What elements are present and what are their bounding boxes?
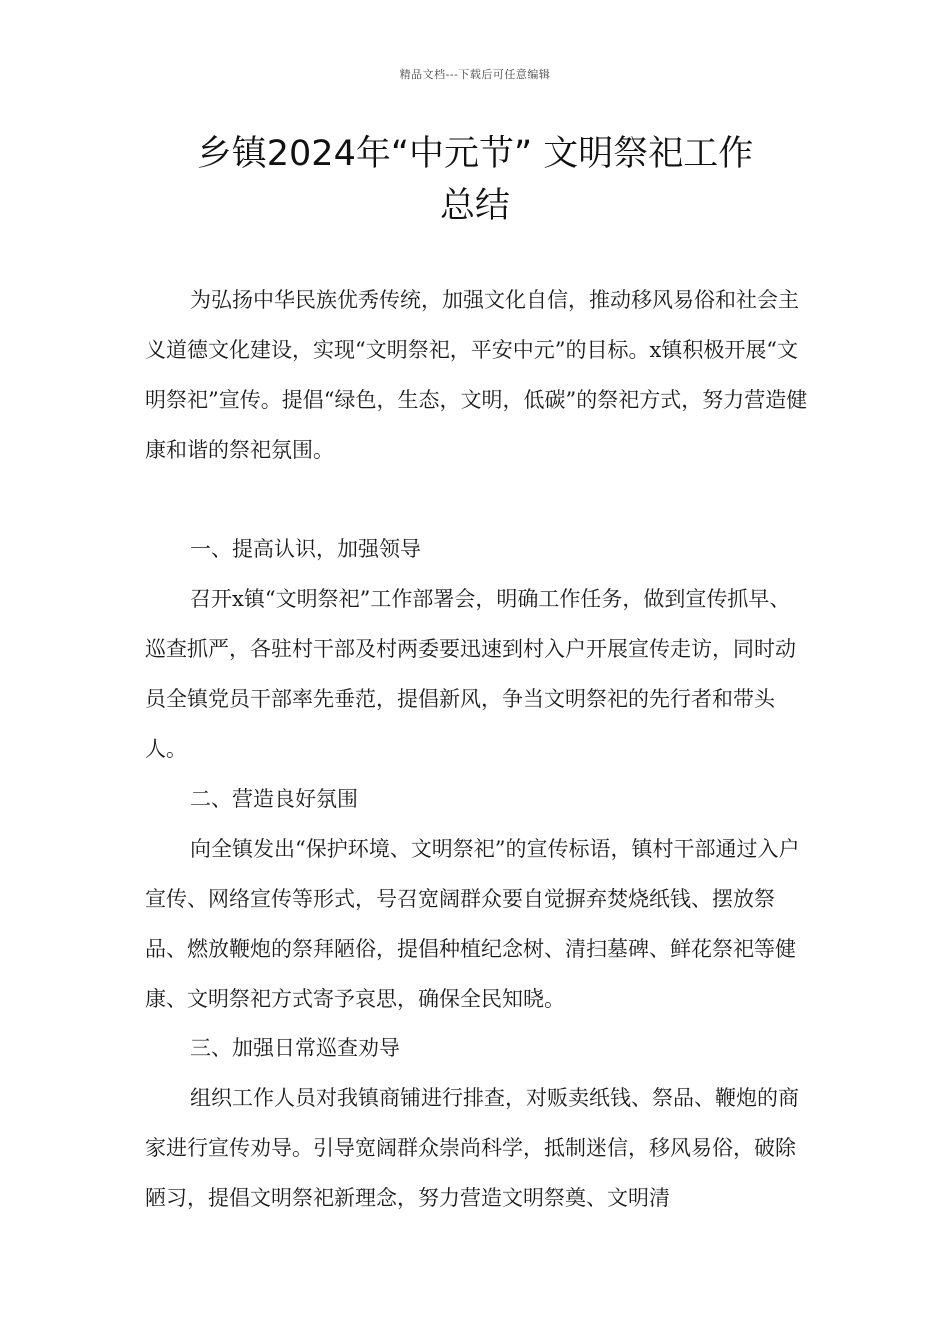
section-heading-2: 二、营造良好氛围	[190, 787, 358, 811]
section-body-2: 向全镇发出“保护环境、文明祭祀”的宣传标语，镇村干部通过入户宣传、网络宣传等形式，号召宽阔群众要自觉摒弃焚烧纸钱、摆放祭品、燃放鞭炮的祭拜陋俗，提倡种植纪念树、清扫墓碑、鲜花祭祀等健康、文明祭祀方式寄予哀思，确保全民知晓。	[145, 837, 800, 1011]
page-header-watermark: 精品文档---下载后可任意编辑	[399, 68, 551, 81]
section-heading-3: 三、加强日常巡查劝导	[190, 1036, 400, 1060]
section-body-3: 组织工作人员对我镇商铺进行排查，对贩卖纸钱、祭品、鞭炮的商家进行宣传劝导。引导宽阔群众崇尚科学，抵制迷信，移风易俗，破除陋习，提倡文明祭祀新理念，努力营造文明祭奠、文明清	[145, 1086, 799, 1210]
section-heading-1: 一、提高认识，加强领导	[190, 537, 421, 561]
document-title-line-1: 乡镇2024年“中元节” 文明祭祀工作	[196, 134, 754, 174]
section-body-1: 召开x镇“文明祭祀”工作部署会，明确工作任务，做到宣传抓早、巡查抓严，各驻村干部及村两委要迅速到村入户开展宣传走访，同时动员全镇党员干部率先垂范，提倡新风，争当文明祭祀的先行者和带头人。	[145, 587, 796, 761]
intro-paragraph: 为弘扬中华民族优秀传统，加强文化自信，推动移风易俗和社会主义道德文化建设，实现“文明祭祀，平安中元”的目标。x镇积极开展“文明祭祀”宣传。提倡“绿色，生态，文明，低碳”的祭祀方式，努力营造健康和谐的祭祀氛围。	[145, 288, 808, 462]
document-title-line-2: 总结	[439, 186, 510, 226]
document-title	[120, 128, 830, 232]
